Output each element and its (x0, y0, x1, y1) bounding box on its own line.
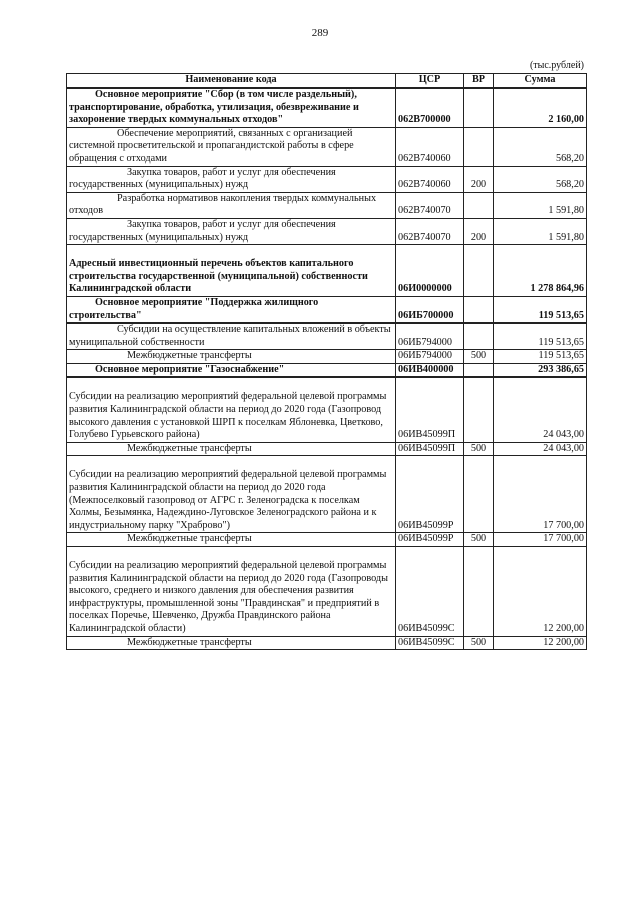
row-csr: 06ИВ45099С (396, 636, 464, 650)
table-row (67, 377, 587, 442)
header-sum: Сумма (494, 74, 587, 89)
table-row (67, 166, 587, 192)
table-row (67, 218, 587, 244)
table-row (67, 547, 587, 637)
row-name: Основное мероприятие "Сбор (в том числе раздельный), транспортирование, обработка, утилизация, обезвреживание и захоронение твердых коммунальных отходов" (67, 88, 396, 127)
row-vr (464, 127, 494, 166)
table-row (67, 350, 587, 364)
row-name: Межбюджетные трансферты (67, 350, 396, 364)
row-name: Основное мероприятие "Газоснабжение" (67, 363, 396, 377)
row-name: Закупка товаров, работ и услуг для обеспечения государственных (муниципальных) нужд (67, 218, 396, 244)
table-row (67, 363, 587, 377)
row-sum: 568,20 (494, 127, 587, 166)
row-sum: 12 200,00 (494, 547, 587, 637)
row-name: Субсидии на осуществление капитальных вложений в объекты муниципальной собственности (67, 323, 396, 350)
unit-note: (тыс.рублей) (529, 60, 584, 71)
row-csr: 06ИБ794000 (396, 323, 464, 350)
row-sum: 1 591,80 (494, 192, 587, 218)
table-row (67, 192, 587, 218)
row-name: Разработка нормативов накопления твердых коммунальных отходов (67, 192, 396, 218)
row-name-text: Субсидии на реализацию мероприятий федеральной целевой программы развития Калининградской области на период до 2020 года (Газопровод высокого давления с установкой ШРП к поселкам Яблоневка, Цветково, Голубево Гурьевского района) (69, 391, 387, 441)
row-csr: 06ИБ700000 (396, 296, 464, 323)
row-vr (464, 88, 494, 127)
row-name (67, 456, 396, 533)
row-name (67, 547, 396, 637)
row-vr (464, 245, 494, 297)
row-sum: 17 700,00 (494, 533, 587, 547)
row-vr (464, 456, 494, 533)
row-sum: 568,20 (494, 166, 587, 192)
row-csr: 062В740060 (396, 127, 464, 166)
row-csr: 06ИВ45099Р (396, 456, 464, 533)
row-csr: 06ИВ45099С (396, 547, 464, 637)
row-csr: 062В740070 (396, 218, 464, 244)
row-name: Межбюджетные трансферты (67, 533, 396, 547)
table-row (67, 323, 587, 350)
row-name (67, 377, 396, 442)
row-vr (464, 296, 494, 323)
row-spacer (69, 547, 393, 560)
row-vr: 500 (464, 442, 494, 456)
table-header-row (67, 74, 587, 89)
row-vr: 500 (464, 636, 494, 650)
row-name: Основное мероприятие "Поддержка жилищного строительства" (67, 296, 396, 323)
row-vr (464, 377, 494, 442)
header-vr: ВР (464, 74, 494, 89)
row-name: Закупка товаров, работ и услуг для обеспечения государственных (муниципальных) нужд (67, 166, 396, 192)
row-vr: 500 (464, 350, 494, 364)
row-sum: 2 160,00 (494, 88, 587, 127)
row-csr: 06ИВ45099П (396, 377, 464, 442)
table-row (67, 88, 587, 127)
row-sum: 12 200,00 (494, 636, 587, 650)
table-row (67, 442, 587, 456)
row-csr: 062В740060 (396, 166, 464, 192)
row-csr: 06ИБ794000 (396, 350, 464, 364)
row-vr: 200 (464, 218, 494, 244)
row-csr: 06ИВ400000 (396, 363, 464, 377)
row-vr (464, 192, 494, 218)
row-name-text: Субсидии на реализацию мероприятий федеральной целевой программы развития Калининградской области на период до 2020 года (Межпоселковый газопровод от АГРС г. Зеленоградска к поселкам Холмы, Безымянка, Надеждино-Луговское Зеленоградского района и к индустриальному парку "Храброво") (69, 469, 387, 531)
table-row (67, 636, 587, 650)
header-csr: ЦСР (396, 74, 464, 89)
row-name: Межбюджетные трансферты (67, 442, 396, 456)
table-row (67, 533, 587, 547)
page-number: 289 (311, 27, 329, 39)
row-sum: 119 513,65 (494, 323, 587, 350)
row-name (67, 245, 396, 297)
table-row (67, 245, 587, 297)
row-name-text: Субсидии на реализацию мероприятий федеральной целевой программы развития Калининградской области на период до 2020 года (Газопроводы высокого, среднего и низкого давления для обеспечения развития инфраструктуры, промышленной зоны "Правдинская" и предприятий в поселках Поречье, Шевченко, Дружба Правдинского района Калининградской области) (69, 560, 388, 634)
row-csr: 06ИВ45099Р (396, 533, 464, 547)
row-csr: 062В700000 (396, 88, 464, 127)
row-sum: 293 386,65 (494, 363, 587, 377)
row-sum: 17 700,00 (494, 456, 587, 533)
header-name: Наименование кода (67, 74, 396, 89)
row-name: Межбюджетные трансферты (67, 636, 396, 650)
row-vr: 200 (464, 166, 494, 192)
row-vr: 500 (464, 533, 494, 547)
table-row (67, 296, 587, 323)
row-spacer (69, 378, 393, 391)
row-sum: 119 513,65 (494, 296, 587, 323)
row-spacer (69, 456, 393, 469)
row-sum: 119 513,65 (494, 350, 587, 364)
row-vr (464, 363, 494, 377)
row-vr (464, 547, 494, 637)
row-sum: 24 043,00 (494, 377, 587, 442)
row-sum: 1 278 864,96 (494, 245, 587, 297)
row-csr: 06И0000000 (396, 245, 464, 297)
row-name-text: Адресный инвестиционный перечень объектов капитального строительства государственной (муниципальной) собственности Калининградской области (69, 258, 368, 295)
row-csr: 06ИВ45099П (396, 442, 464, 456)
row-name: Обеспечение мероприятий, связанных с организацией системной просветительской и пропагандистской работы в сфере обращения с отходами (67, 127, 396, 166)
table-row (67, 127, 587, 166)
row-vr (464, 323, 494, 350)
row-csr: 062В740070 (396, 192, 464, 218)
budget-table (66, 73, 587, 650)
table-row (67, 456, 587, 533)
row-sum: 1 591,80 (494, 218, 587, 244)
row-spacer (69, 245, 393, 258)
row-sum: 24 043,00 (494, 442, 587, 456)
